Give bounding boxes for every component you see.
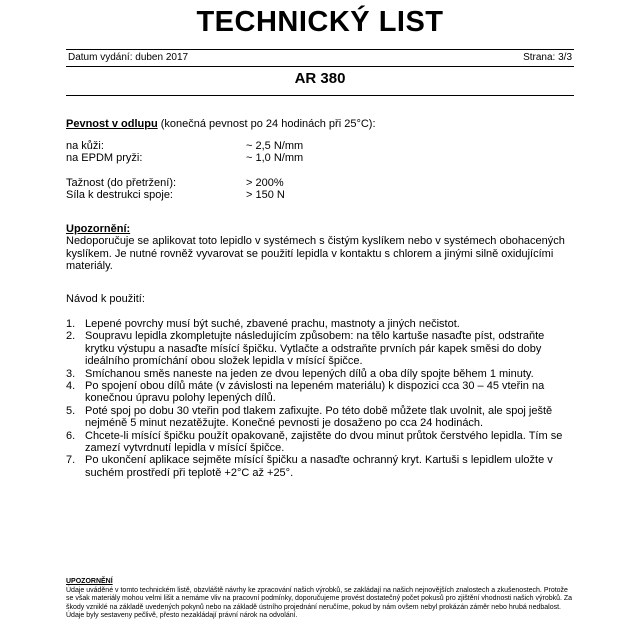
item-number: 1. [66,318,76,330]
list-item [66,318,576,330]
item-text: Smíchanou směs naneste na jeden ze dvou lepených dílů a oba díly spojte během 1 minuty. [85,367,534,380]
list-item [66,430,576,455]
document-title: TECHNICKÝ LIST [196,6,444,38]
property-value: > 200% [246,177,284,189]
instructions-heading: Návod k použití: [66,293,145,305]
list-item [66,368,576,380]
strength-heading-line [66,118,576,130]
product-name: AR 380 [294,70,346,87]
strength-table [66,140,576,200]
meta-bar [66,49,574,67]
page-number: Strana: 3/3 [523,52,572,63]
property-row [66,140,303,152]
disclaimer [66,578,576,621]
item-text: Lepené povrchy musí být suché, zbavené prachu, mastnoty a jiných nečistot. [85,318,460,330]
instructions-list [66,318,576,479]
property-row [66,152,303,164]
list-item [66,330,576,367]
property-row [66,189,285,201]
item-text: Chcete-li mísící špičku použít opakovaně, zajistěte do dvou minut průtok čerstvého lepidla. Tím se zamezí vytvrdnutí lepidla v mísící špičce. [85,429,563,455]
strength-heading-note: (konečná pevnost po 24 hodinách při 25°C): [157,118,376,130]
property-label: Síla k destrukci spoje: [66,189,173,201]
item-number: 5. [66,404,76,417]
property-value: ~ 1,0 N/mm [246,152,304,164]
instructions-list-wrap [66,318,576,479]
property-value: ~ 2,5 N/mm [246,140,304,152]
list-item [66,454,576,479]
item-text: Soupravu lepidla zkompletujte následujícím způsobem: na tělo kartuše nasaďte píst, odstraňte krytku výstupu a nasaďte mísící špičku. Vytlačte a odstraňte prvních pár kapek směsi do doby ideálního promíchání obou složek lepidla v mísící špičce. [85,330,545,368]
item-text: Po spojení obou dílů máte (v závislosti na lepeném materiálu) k dispozici cca 30 – 45 vteřin na konečnou úpravu polohy lepených dílů. [85,380,545,405]
item-number: 7. [66,454,76,467]
warning-text: Nedoporučuje se aplikovat toto lepidlo v systémech s čistým kyslíkem nebo v systémech obohacených kyslíkem. Je nutné rovněž vyvarovat se použití lepidla v kontaktu s chlorem a jinými silně oxidujícími materiály. [66,235,565,273]
property-value: > 150 N [246,189,285,201]
property-label: na kůži: [66,140,104,152]
list-item [66,380,576,405]
warning-heading: Upozornění: [66,223,131,235]
property-label: Tažnost (do přetržení): [66,177,177,189]
warning-section [66,223,576,273]
item-text: Po ukončení aplikace sejměte mísící špičku a nasaďte ochranný kryt. Kartuši s lepidlem uložte v suchém prostředí při teplotě +2°C až +25°. [85,454,553,479]
item-text: Poté spoj po dobu 30 vteřin pod tlakem zafixujte. Po této době můžete tlak uvolnit, ale spoj ještě nejméně 5 minut nezatěžujte. Konečné pevnosti je dosaženo po cca 24 hodinách. [85,404,553,430]
item-number: 4. [66,380,76,393]
property-label: na EPDM pryži: [66,152,143,164]
disclaimer-heading: UPOZORNĚNÍ [66,578,113,585]
item-number: 6. [66,429,76,442]
item-number: 2. [66,330,76,343]
issue-date: Datum vydání: duben 2017 [68,52,189,63]
item-number: 3. [66,367,76,380]
disclaimer-text: Údaje uváděné v tomto technickém listě, obzvláště návrhy ke zpracování našich výrobků, se zakládají na našich nejnovějších znalostech a zkušenostech. Protože se však materiály mohou velmi lišit a nemáme vliv na pracovní podmínky, doporučujeme provést dostatečný počet pokusů pro zjištění vhodnosti našich výrobků. Za škody vzniklé na základě uvedených pokynů nebo na základě ústního projednání neručíme, pokud by nám ovšem nebyl prokázán záměr nebo hrubá nedbalost. Údaje byly sestaveny pečlivě, přesto nezakládají právní nárok na odvolání. [66,586,573,620]
property-row [66,177,284,189]
list-item [66,405,576,430]
header-divider [66,95,574,96]
strength-heading: Pevnost v odlupu [66,118,158,130]
